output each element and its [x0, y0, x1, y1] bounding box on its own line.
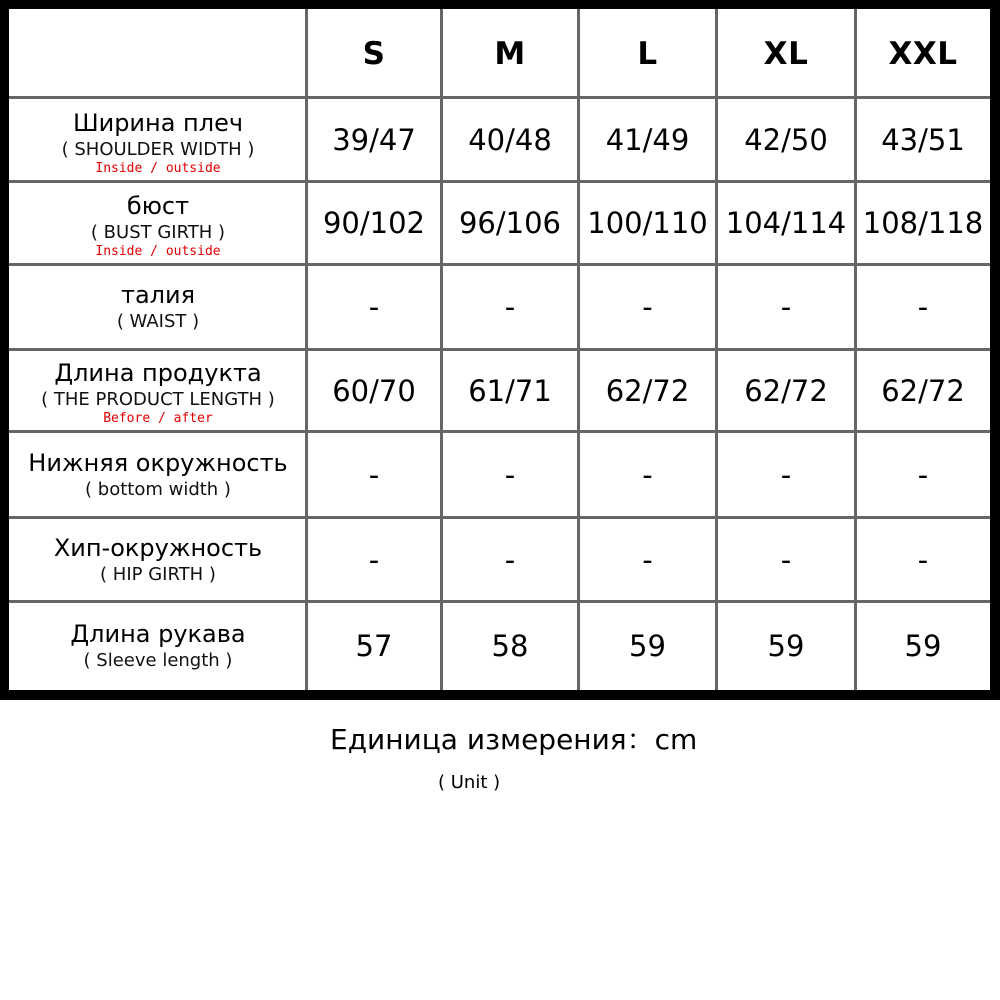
measurement-value: 59	[904, 629, 942, 663]
measurement-value: -	[504, 290, 516, 324]
measurement-value: 42/50	[744, 122, 828, 157]
measurement-name-ru: Нижняя окружность	[28, 448, 288, 477]
measurement-value: -	[917, 457, 929, 492]
measurement-name-ru: Ширина плеч	[72, 109, 244, 137]
measurement-value-cell	[718, 433, 854, 516]
measurement-name-ru: Длина рукава	[70, 620, 246, 648]
measurement-name-ru: Хип-окружность	[53, 533, 263, 562]
measurement-value: 108/118	[862, 206, 984, 240]
measurement-label-cell	[11, 519, 305, 600]
size-chart-table	[9, 9, 990, 690]
measurement-label-cell	[11, 351, 305, 430]
size-header-m	[443, 11, 577, 96]
measurement-value-cell	[443, 433, 577, 516]
measurement-value: -	[917, 290, 929, 324]
measurement-value-cell	[718, 183, 854, 263]
measurement-value-cell	[857, 183, 989, 263]
measurement-label-cell	[11, 433, 305, 516]
measurement-value-cell	[718, 519, 854, 600]
measurement-name-en: ( THE PRODUCT LENGTH )	[41, 389, 275, 410]
measurement-value-cell	[718, 99, 854, 180]
measurement-label-cell	[11, 603, 305, 689]
measurement-value: -	[368, 290, 380, 324]
measurement-value: 40/48	[468, 122, 552, 157]
measurement-value: 104/114	[725, 206, 847, 240]
measurement-label-cell	[11, 183, 305, 263]
corner-cell	[11, 11, 305, 96]
measurement-value-cell	[718, 603, 854, 689]
measurement-name-en: ( BUST GIRTH )	[90, 222, 226, 243]
measurement-value-cell	[443, 183, 577, 263]
measurement-value-cell	[308, 266, 440, 348]
measurement-value-cell	[580, 351, 715, 430]
measurement-name-en: ( HIP GIRTH )	[100, 563, 216, 585]
measurement-value-cell	[580, 266, 715, 348]
size-header-xxl	[857, 11, 989, 96]
measurement-value: 61/71	[468, 373, 552, 408]
size-label: M	[494, 35, 526, 72]
size-label: XL	[763, 35, 809, 72]
measurement-value-cell	[443, 351, 577, 430]
measurement-value-cell	[443, 266, 577, 348]
size-label: XXL	[888, 35, 958, 72]
measurement-value: 90/102	[322, 206, 426, 240]
measurement-value: -	[642, 542, 653, 577]
size-header-xl	[718, 11, 854, 96]
measurement-value: -	[642, 290, 653, 324]
measurement-value-cell	[580, 183, 715, 263]
measurement-value: 39/47	[332, 122, 416, 157]
measurement-name-ru: бюст	[126, 192, 190, 220]
measurement-note: Inside / outside	[95, 161, 221, 176]
unit-label: Единица измерения：cm	[330, 723, 698, 756]
measurement-value: -	[642, 457, 653, 492]
unit-label-english: ( Unit )	[438, 772, 501, 793]
measurement-value-cell	[718, 266, 854, 348]
measurement-value-cell	[857, 351, 989, 430]
measurement-name-ru: Длина продукта	[54, 359, 262, 387]
measurement-value-cell	[443, 519, 577, 600]
measurement-name-en: ( WAIST )	[116, 311, 200, 332]
measurement-value: 58	[491, 629, 529, 663]
measurement-value: 100/110	[587, 206, 708, 240]
measurement-note: Inside / outside	[95, 244, 221, 259]
measurement-value: -	[368, 542, 380, 577]
measurement-value: 62/72	[605, 373, 690, 408]
measurement-value-cell	[580, 99, 715, 180]
measurement-value: -	[504, 457, 516, 492]
measurement-value-cell	[718, 351, 854, 430]
measurement-value: 96/106	[458, 206, 562, 240]
measurement-value: -	[504, 542, 516, 577]
measurement-value: -	[780, 457, 792, 492]
measurement-value-cell	[443, 603, 577, 689]
measurement-value-cell	[857, 433, 989, 516]
measurement-value: 59	[629, 629, 666, 663]
measurement-value-cell	[308, 99, 440, 180]
measurement-name-en: ( SHOULDER WIDTH )	[61, 139, 255, 160]
measurement-value-cell	[857, 266, 989, 348]
measurement-value: -	[368, 457, 380, 492]
measurement-note: Before / after	[103, 411, 213, 426]
measurement-name-en: ( Sleeve length )	[83, 650, 233, 671]
measurement-value-cell	[580, 519, 715, 600]
measurement-value-cell	[308, 183, 440, 263]
measurement-value-cell	[308, 519, 440, 600]
measurement-value: -	[780, 290, 792, 324]
measurement-name-ru: талия	[120, 281, 196, 309]
measurement-value-cell	[308, 433, 440, 516]
measurement-value-cell	[580, 433, 715, 516]
measurement-value-cell	[580, 603, 715, 689]
size-label: S	[362, 35, 386, 72]
measurement-value-cell	[857, 519, 989, 600]
measurement-value: 41/49	[605, 122, 690, 157]
measurement-value: 62/72	[744, 373, 828, 408]
measurement-value-cell	[308, 603, 440, 689]
measurement-value: 43/51	[881, 122, 965, 157]
size-label: L	[637, 35, 658, 72]
measurement-value: -	[780, 542, 792, 577]
measurement-value-cell	[857, 99, 989, 180]
size-header-l	[580, 11, 715, 96]
size-header-s	[308, 11, 440, 96]
measurement-value-cell	[308, 351, 440, 430]
measurement-value: 60/70	[332, 373, 416, 408]
measurement-value-cell	[443, 99, 577, 180]
measurement-label-cell	[11, 266, 305, 348]
measurement-label-cell	[11, 99, 305, 180]
measurement-name-en: ( bottom width )	[85, 478, 231, 500]
measurement-value: 57	[355, 629, 393, 663]
measurement-value: 62/72	[881, 373, 965, 408]
measurement-value: 59	[767, 629, 805, 663]
measurement-value-cell	[857, 603, 989, 689]
measurement-value: -	[917, 542, 929, 577]
